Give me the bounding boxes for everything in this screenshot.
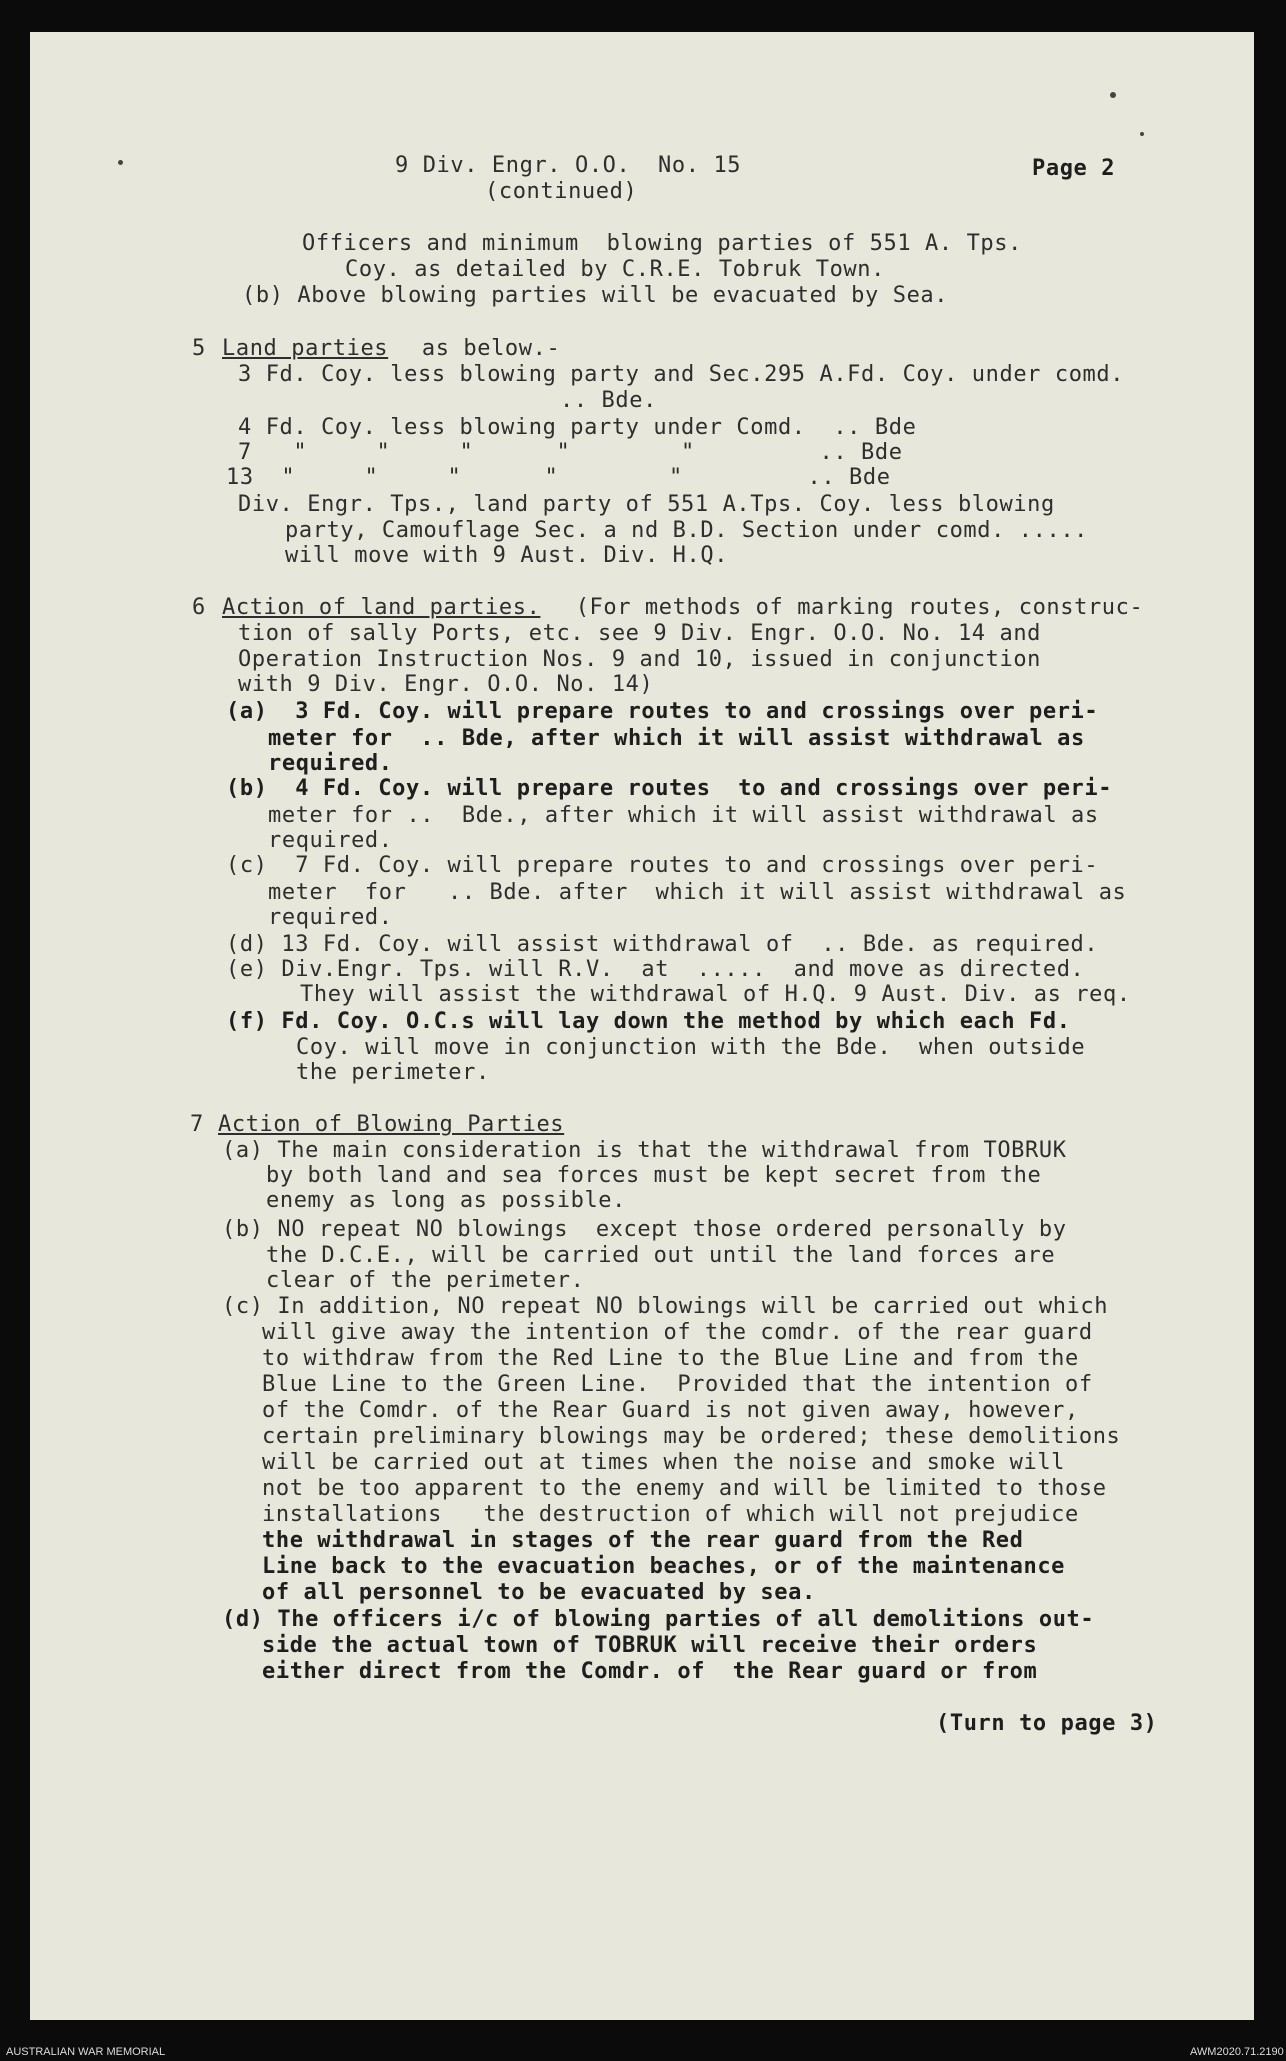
section-heading: Action of Blowing Parties xyxy=(218,1112,565,1137)
paper-speck xyxy=(1140,132,1144,136)
text-line: the D.C.E., will be carried out until the land forces are xyxy=(266,1243,1056,1268)
text-line: the perimeter. xyxy=(296,1060,490,1085)
paper-speck xyxy=(118,160,123,165)
text-line: of the Comdr. of the Rear Guard is not given away, however, xyxy=(262,1398,1079,1423)
text-line: required. xyxy=(268,905,393,930)
text-line: (b) 4 Fd. Coy. will prepare routes to and crossings over peri- xyxy=(226,776,1113,801)
text-line: party, Camouflage Sec. a nd B.D. Section under comd. ..... xyxy=(285,518,1089,543)
text-line: by both land and sea forces must be kept secret from the xyxy=(266,1163,1042,1188)
text-line: (d) The officers i/c of blowing parties of all demolitions out- xyxy=(222,1607,1095,1632)
text-line: (b) NO repeat NO blowings except those ordered personally by xyxy=(222,1217,1067,1242)
text-line: (d) 13 Fd. Coy. will assist withdrawal of .. Bde. as required. xyxy=(226,932,1099,957)
text-line: Div. Engr. Tps., land party of 551 A.Tps. Coy. less blowing xyxy=(238,492,1055,517)
archive-credit: AUSTRALIAN WAR MEMORIAL xyxy=(6,2046,166,2058)
text-line: will give away the intention of the comdr. of the rear guard xyxy=(262,1320,1093,1345)
text-line: (e) Div.Engr. Tps. will R.V. at ..... and move as directed. xyxy=(226,957,1085,982)
text-line: Operation Instruction Nos. 9 and 10, issued in conjunction xyxy=(238,647,1042,672)
text-line: certain preliminary blowings may be ordered; these demolitions xyxy=(262,1424,1121,1449)
text-line: (c) In addition, NO repeat NO blowings will be carried out which xyxy=(222,1294,1109,1319)
text-line: the withdrawal in stages of the rear guard from the Red xyxy=(262,1528,1024,1553)
text-line: to withdraw from the Red Line to the Blue Line and from the xyxy=(262,1346,1079,1371)
text-line: (a) 3 Fd. Coy. will prepare routes to and crossings over peri- xyxy=(226,699,1099,724)
section-number: 7 xyxy=(190,1112,204,1137)
section-heading: Action of land parties. xyxy=(222,595,541,620)
text-line: tion of sally Ports, etc. see 9 Div. Engr. O.O. No. 14 and xyxy=(238,621,1042,646)
text-line: (a) The main consideration is that the withdrawal from TOBRUK xyxy=(222,1138,1067,1163)
text-line: of all personnel to be evacuated by sea. xyxy=(262,1580,816,1605)
text-line: (c) 7 Fd. Coy. will prepare routes to and crossings over peri- xyxy=(226,853,1099,878)
text-line: (For methods of marking routes, construc- xyxy=(548,595,1144,620)
section-number: 6 xyxy=(192,595,206,620)
text-line: either direct from the Comdr. of the Rear guard or from xyxy=(262,1659,1038,1684)
text-line: (b) Above blowing parties will be evacuated by Sea. xyxy=(242,283,949,308)
text-line: will move with 9 Aust. Div. H.Q. xyxy=(285,543,729,568)
text-line: Officers and minimum blowing parties of 551 A. Tps. xyxy=(302,231,1022,256)
text-line: meter for .. Bde. after which it will assist withdrawal as xyxy=(268,880,1127,905)
archive-reference: AWM2020.71.2190 xyxy=(1190,2046,1284,2058)
text-line: enemy as long as possible. xyxy=(266,1188,626,1213)
text-line: Blue Line to the Green Line. Provided that the intention of xyxy=(262,1372,1093,1397)
text-line: 3 Fd. Coy. less blowing party and Sec.295 A.Fd. Coy. under comd. xyxy=(238,362,1125,387)
text-line: meter for .. Bde, after which it will assist withdrawal as xyxy=(268,726,1085,751)
text-line: meter for .. Bde., after which it will assist withdrawal as xyxy=(268,803,1099,828)
paper-speck xyxy=(1110,92,1116,98)
order-title: 9 Div. Engr. O.O. No. 15 xyxy=(395,153,742,178)
text-line: side the actual town of TOBRUK will receive their orders xyxy=(262,1633,1038,1658)
text-line: 13 " " " " " .. Bde xyxy=(226,465,891,490)
text-line: not be too apparent to the enemy and will be limited to those xyxy=(262,1476,1107,1501)
text-line: required. xyxy=(268,751,393,776)
text-line: Coy. will move in conjunction with the Bde. when outside xyxy=(296,1035,1086,1060)
text-line: will be carried out at times when the noise and smoke will xyxy=(262,1450,1066,1475)
text-line: Line back to the evacuation beaches, or of the maintenance xyxy=(262,1554,1066,1579)
text-line: 7 " " " " " .. Bde xyxy=(238,440,903,465)
text-line: as below.- xyxy=(408,336,561,361)
text-line: required. xyxy=(268,828,393,853)
text-line: (f) Fd. Coy. O.C.s will lay down the method by which each Fd. xyxy=(226,1009,1071,1034)
text-line: with 9 Div. Engr. O.O. No. 14) xyxy=(238,672,654,697)
text-line: Coy. as detailed by C.R.E. Tobruk Town. xyxy=(345,257,885,282)
text-line: clear of the perimeter. xyxy=(266,1268,585,1293)
section-heading: Land parties xyxy=(222,336,389,361)
continued-note: (continued) xyxy=(485,179,638,204)
text-line: installations the destruction of which will not prejudice xyxy=(262,1502,1079,1527)
page-number: Page 2 xyxy=(1032,156,1116,181)
text-line: 4 Fd. Coy. less blowing party under Comd. .. Bde xyxy=(238,415,917,440)
section-number: 5 xyxy=(192,336,206,361)
text-line: They will assist the withdrawal of H.Q. 9 Aust. Div. as req. xyxy=(300,982,1131,1007)
text-line: .. Bde. xyxy=(560,388,657,413)
turn-page-note: (Turn to page 3) xyxy=(936,1711,1158,1736)
